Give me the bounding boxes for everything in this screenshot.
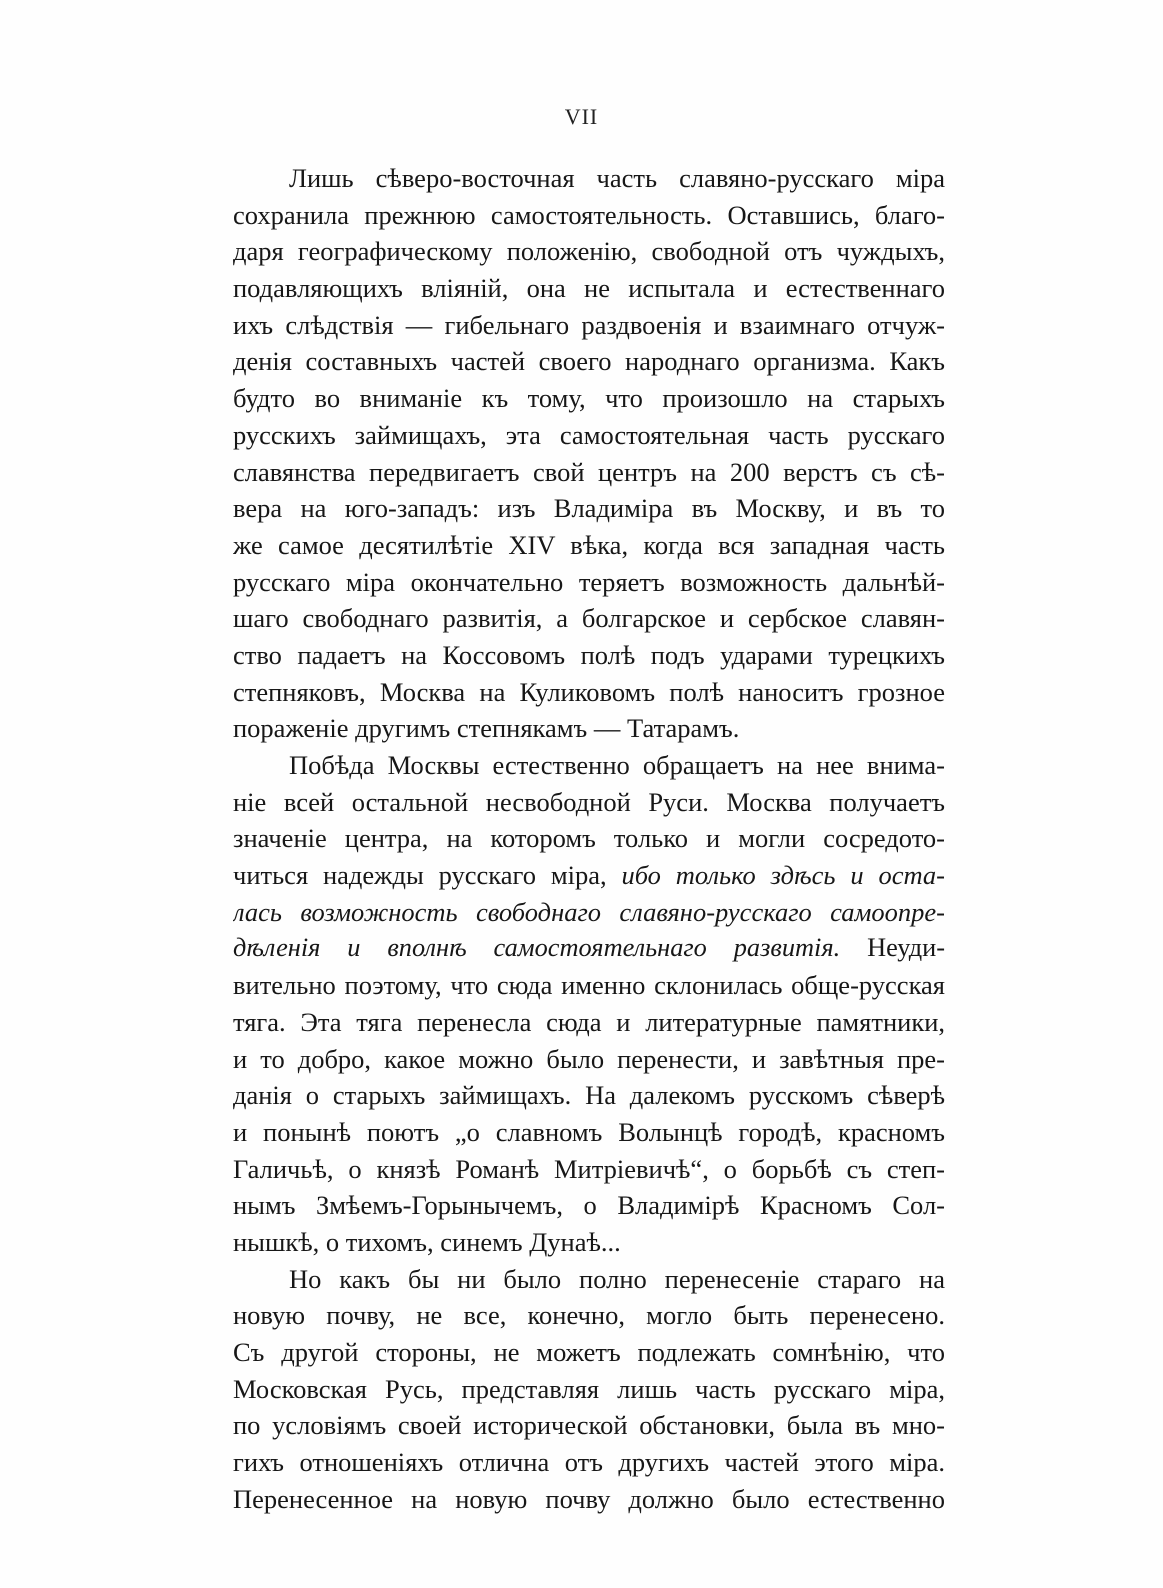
- text-segment: читься надежды русскаго міра,: [233, 860, 607, 891]
- text-line: нышкѣ, о тихомъ, синемъ Дунаѣ...: [233, 1226, 621, 1257]
- text-line: Московская Русь, представляя лишь часть русскаго міра,: [233, 1373, 945, 1404]
- text-line: шаго свободнаго развитія, а болгарское и сербское славян-: [233, 603, 945, 634]
- text-line: Лишь сѣверо-восточная часть славяно-русскаго міра: [289, 163, 945, 193]
- text-line: новую почву, не все, конечно, могло быть перенесено.: [233, 1300, 945, 1331]
- text-line: [233, 930, 945, 967]
- text-line: Перенесенное на новую почву должно было естественно: [233, 1483, 945, 1514]
- text-line: [233, 857, 945, 894]
- text-line: [233, 894, 945, 931]
- text-line: и понынѣ поютъ „о славномъ Волынцѣ городѣ, красномъ: [233, 1116, 945, 1147]
- text-line: ніе всей остальной несвободной Руси. Москва получаетъ: [233, 786, 945, 817]
- text-line: данія о старыхъ займищахъ. На далекомъ русскомъ сѣверѣ: [233, 1080, 945, 1111]
- text-line: нымъ Змѣемъ-Горынычемъ, о Владимірѣ Красномъ Сол-: [233, 1190, 945, 1221]
- text-line: пораженіе другимъ степнякамъ — Татарамъ.: [233, 713, 740, 744]
- text-line: Съ другой стороны, не можетъ подлежать сомнѣнію, что: [233, 1337, 945, 1367]
- body-text: [233, 160, 945, 1517]
- text-line: ихъ слѣдствія — гибельнаго раздвоенія и взаимнаго отчуж-: [233, 309, 945, 340]
- text-line: и то добро, какое можно было перенести, и завѣтныя пре-: [233, 1043, 945, 1074]
- text-line: денія составныхъ частей своего народнаго организма. Какъ: [233, 346, 945, 377]
- text-line: будто во вниманіе къ тому, что произошло на старыхъ: [233, 383, 945, 414]
- text-line: гихъ отношеніяхъ отлична отъ другихъ частей этого міра.: [233, 1447, 945, 1478]
- italic-phrase: ибо только здѣсь и оста-: [621, 860, 945, 891]
- text-line: по условіямъ своей исторической обстановки, была въ мно-: [233, 1410, 945, 1441]
- text-line: славянства передвигаетъ свой центръ на 200 верстъ съ сѣ-: [233, 456, 945, 487]
- text-line: Но какъ бы ни было полно перенесеніе стараго на: [289, 1263, 945, 1294]
- text-line: подавляющихъ вліяній, она не испытала и естественнаго: [233, 273, 945, 304]
- text-line: русскаго міра окончательно теряетъ возможность дальнѣй-: [233, 566, 945, 597]
- text-line: степняковъ, Москва на Куликовомъ полѣ наноситъ грозное: [233, 676, 945, 707]
- page-number: VII: [564, 104, 599, 129]
- text-line: вительно поэтому, что сюда именно склонилась обще-русская: [233, 970, 945, 1001]
- text-line: Галичьѣ, о князѣ Романѣ Митріевичѣ“, о борьбѣ съ степ-: [233, 1153, 945, 1184]
- text-line: ство падаетъ на Коссовомъ полѣ подъ ударами турецкихъ: [233, 639, 945, 670]
- text-line: Побѣда Москвы естественно обращаетъ на нее внима-: [289, 750, 945, 780]
- text-line: значеніе центра, на которомъ только и могли сосредото-: [233, 823, 945, 854]
- text-line: русскихъ займищахъ, эта самостоятельная часть русскаго: [233, 419, 945, 450]
- italic-phrase: лась возможность свободнаго славяно-русскаго самоопре-: [233, 896, 945, 927]
- text-segment: Неуди-: [867, 933, 945, 963]
- text-line: же самое десятилѣтіе XIV вѣка, когда вся западная часть: [233, 529, 945, 560]
- text-line: тяга. Эта тяга перенесла сюда и литературные памятники,: [233, 1006, 945, 1037]
- italic-phrase: дѣленія и вполнѣ самостоятельнаго развитія.: [233, 933, 841, 963]
- text-line: даря географическому положенію, свободной отъ чуждыхъ,: [233, 236, 945, 267]
- text-line: сохранила прежнюю самостоятельность. Оставшись, благо-: [233, 199, 945, 230]
- text-line: вера на юго-западъ: изъ Владиміра въ Москву, и въ то: [233, 493, 945, 524]
